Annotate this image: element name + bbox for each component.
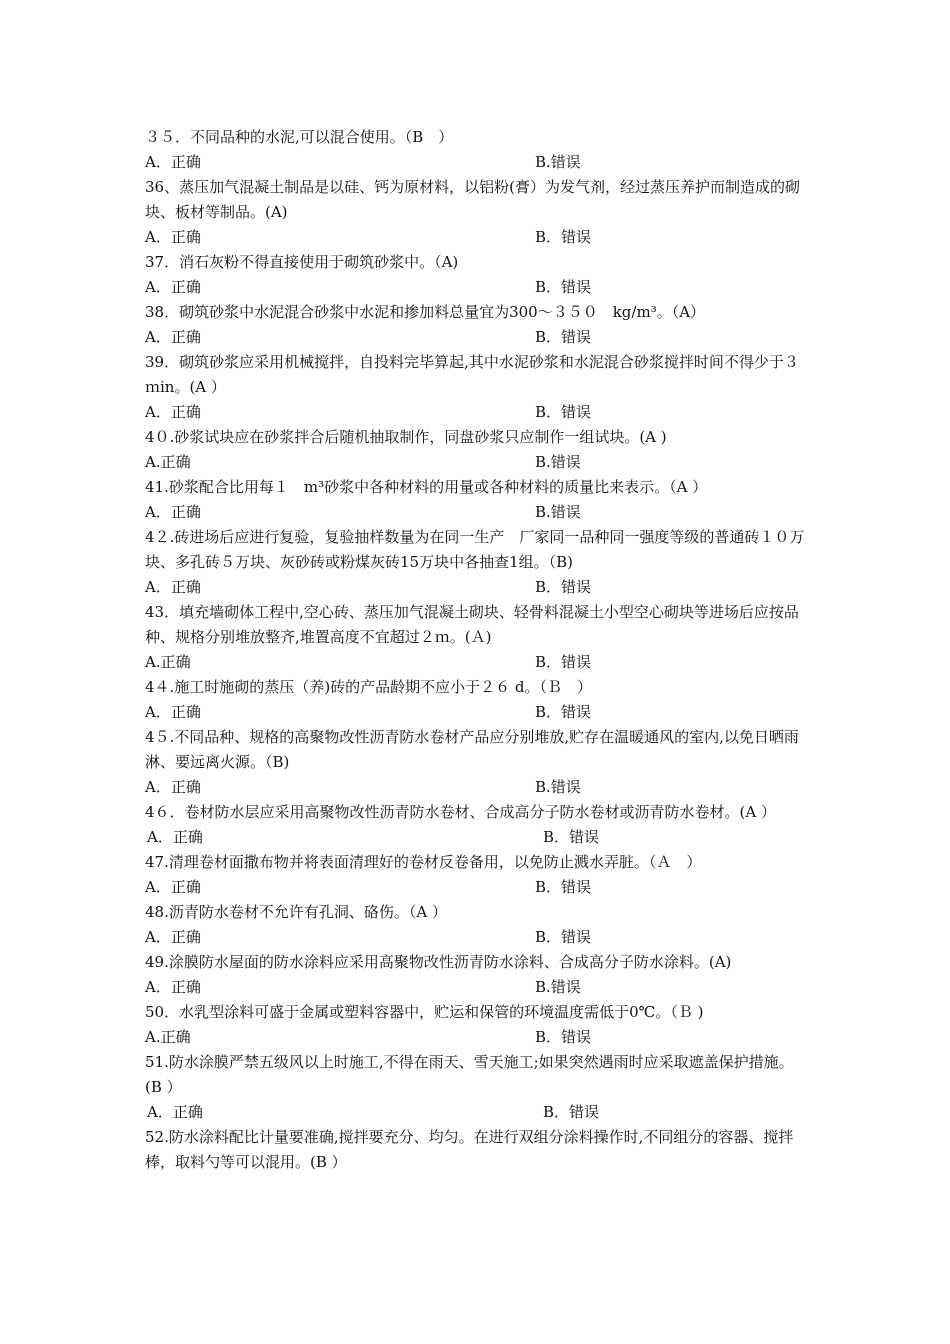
option-a: A．正确 (145, 403, 201, 421)
question-text: 4６．卷材防水层应采用高聚物改性沥青防水卷材、合成高分子防水卷材或沥青防水卷材。(A ） (145, 803, 777, 821)
question-item (145, 850, 810, 900)
option-b: B．错误 (535, 1028, 592, 1046)
answer-options (145, 875, 810, 900)
option-b: B.错误 (535, 503, 581, 521)
option-b: B．错误 (535, 703, 592, 721)
question-item (145, 475, 810, 525)
question-item (145, 1000, 810, 1050)
option-b: B．错误 (535, 228, 592, 246)
question-item (145, 725, 810, 800)
question-text: 38．砌筑砂浆中水泥混合砂浆中水泥和掺加料总量宜为300～３５０ kg/m³。（A） (145, 303, 706, 321)
option-a: A.正确 (145, 1028, 191, 1046)
question-text: 41.砂浆配合比用每１ m³砂浆中各种材料的用量或各种材料的质量比来表示。（A ） (145, 478, 708, 496)
question-item (145, 525, 810, 600)
option-b: B．错误 (535, 653, 592, 671)
question-item (145, 1050, 810, 1125)
option-b: B.错误 (535, 453, 581, 471)
question-item (145, 950, 810, 1000)
option-b: B．错误 (535, 578, 592, 596)
option-b: B.错误 (535, 978, 581, 996)
answer-options (145, 825, 810, 850)
option-b: B．错误 (535, 278, 592, 296)
option-b: B．错误 (535, 403, 592, 421)
answer-options (145, 775, 810, 800)
question-item (145, 300, 810, 350)
option-b: B.错误 (535, 778, 581, 796)
option-a: A．正确 (145, 703, 201, 721)
option-a: A．正确 (145, 878, 201, 896)
option-a: A．正确 (145, 228, 201, 246)
answer-options (145, 1100, 810, 1125)
answer-options (145, 225, 810, 250)
question-text: 37．消石灰粉不得直接使用于砌筑砂浆中。（A) (145, 253, 459, 271)
option-a: A.正确 (145, 653, 191, 671)
answer-options (145, 450, 810, 475)
question-text: 39．砌筑砂浆应采用机械搅拌，自投料完毕算起,其中水泥砂浆和水泥混合砂浆搅拌时间不得少于３ｍin。(A ） (145, 353, 799, 396)
answer-options (145, 975, 810, 1000)
option-a: A．正确 (145, 578, 201, 596)
answer-options (145, 925, 810, 950)
question-text: 49.涂膜防水屋面的防水涂料应采用高聚物改性沥青防水涂料、合成高分子防水涂料。(A) (145, 953, 732, 971)
answer-options (145, 500, 810, 525)
question-list (145, 125, 810, 1175)
option-b: B．错误 (543, 1103, 600, 1121)
question-item (145, 125, 810, 175)
question-text: 47.清理卷材面撒布物并将表面清理好的卷材反卷备用，以免防止溅水弄脏。（Ａ ） (145, 853, 702, 871)
question-text: ３５．不同品种的水泥,可以混合使用。（B ） (145, 128, 454, 146)
question-text: 36、蒸压加气混凝土制品是以硅、钙为原材料，以铝粉(膏）为发气剂，经过蒸压养护而制造成的砌块、板材等制品。(A) (145, 178, 800, 221)
question-text: 4２.砖进场后应进行复验，复验抽样数量为在同一生产 厂家同一品种同一强度等级的普通砖１０万块、多孔砖５万块、灰砂砖或粉煤灰砖15万块中各抽查1组。（B) (145, 528, 805, 571)
question-item (145, 175, 810, 250)
question-text: 4０.砂浆试块应在砂浆拌合后随机抽取制作，同盘砂浆只应制作一组试块。(A ) (145, 428, 667, 446)
answer-options (145, 650, 810, 675)
question-item (145, 1125, 810, 1175)
question-item (145, 425, 810, 475)
answer-options (145, 325, 810, 350)
question-text: 4４.施工时施砌的蒸压（养)砖的产品龄期不应小于２６ d。（Ｂ ） (145, 678, 593, 696)
question-item (145, 800, 810, 850)
question-item (145, 675, 810, 725)
answer-options (145, 1025, 810, 1050)
question-text: 48.沥青防水卷材不允许有孔洞、硌伤。（A ） (145, 903, 447, 921)
option-b: B．错误 (543, 828, 600, 846)
answer-options (145, 575, 810, 600)
question-item (145, 250, 810, 300)
question-text: 51.防水涂膜严禁五级风以上时施工,不得在雨天、雪天施工;如果突然遇雨时应采取遮盖保护措施。(B ） (145, 1053, 794, 1096)
question-text: 52.防水涂料配比计量要准确,搅拌要充分、均匀。在进行双组分涂料操作时,不同组分的容器、搅拌棒，取料勺等可以混用。(B ） (145, 1128, 794, 1171)
question-text: 43．填充墙砌体工程中,空心砖、蒸压加气混凝土砌块、轻骨料混凝土小型空心砌块等进场后应按品种、规格分别堆放整齐,堆置高度不宜超过２ｍ。(Ａ) (145, 603, 799, 646)
question-item (145, 900, 810, 950)
question-text: 50．水乳型涂料可盛于金属或塑料容器中，贮运和保管的环境温度需低于0℃。（Ｂ ) (145, 1003, 704, 1021)
option-a: A．正确 (145, 978, 201, 996)
question-item (145, 350, 810, 425)
option-b: B．错误 (535, 328, 592, 346)
question-item (145, 600, 810, 675)
answer-options (145, 275, 810, 300)
answer-options (145, 150, 810, 175)
option-a: A．正确 (145, 928, 201, 946)
option-a: A．正确 (145, 778, 201, 796)
option-b: B．错误 (535, 928, 592, 946)
answer-options (145, 700, 810, 725)
option-a: A.正确 (145, 453, 191, 471)
option-b: B．错误 (535, 878, 592, 896)
option-b: B.错误 (535, 153, 581, 171)
option-a: A．正确 (145, 503, 201, 521)
answer-options (145, 400, 810, 425)
option-a: A．正确 (147, 1103, 203, 1121)
option-a: A．正确 (145, 328, 201, 346)
option-a: A．正确 (145, 153, 201, 171)
question-text: 4５.不同品种、规格的高聚物改性沥青防水卷材产品应分别堆放,贮存在温暖通风的室内,以免日晒雨淋、要远离火源。（B) (145, 728, 799, 771)
option-a: A．正确 (145, 278, 201, 296)
option-a: A．正确 (147, 828, 203, 846)
